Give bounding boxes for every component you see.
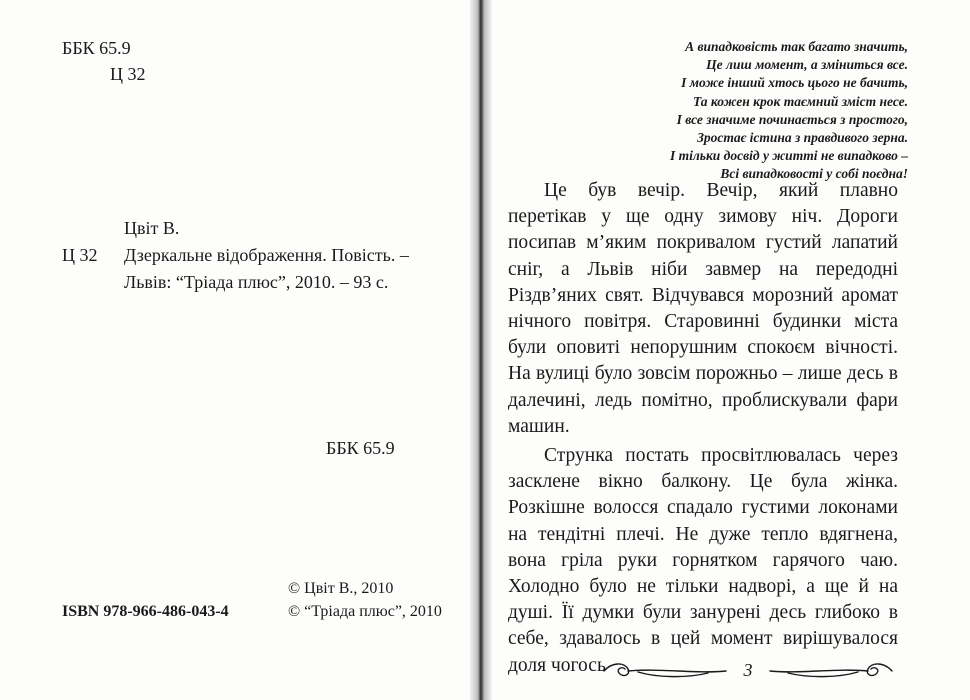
paragraph-2: Струнка постать просвітлювалась через засклене вікно балкону. Це була жінка. Розкішне волосся спадало густими локонами на тендітні плечі. Не дуже тепло вдягнена, вона гріла руки горнятком гарячого чаю. Холодно було не тільки надворі, а ще й на душі. Її думки були занурені десь глибоко в себе, здавалось в цей момент вирішувалося доля чогось bbox=[508, 445, 898, 676]
bbk-code-top: ББК 65.9 bbox=[62, 38, 131, 58]
copyright-author: © Цвіт В., 2010 bbox=[288, 580, 394, 597]
right-page bbox=[492, 0, 970, 700]
epigraph-line: Зростає істина з правдивого зерна. bbox=[697, 130, 908, 146]
story-text bbox=[508, 178, 898, 682]
page-footer bbox=[598, 656, 898, 686]
left-page bbox=[0, 0, 470, 700]
epigraph-line: Це лиш момент, а зміниться все. bbox=[706, 57, 908, 73]
epigraph-line: Та кожен крок таємний зміст несе. bbox=[693, 93, 908, 109]
epigraph-line: І все значиме починається з простого, bbox=[676, 111, 908, 127]
epigraph-poem bbox=[578, 38, 908, 184]
author-code-top: Ц 32 bbox=[110, 64, 146, 84]
isbn: ISBN 978-966-486-043-4 bbox=[62, 603, 229, 620]
epigraph-line: А випадковість так багато значить, bbox=[685, 39, 908, 54]
author-code-side: Ц 32 bbox=[62, 245, 98, 265]
copyright-publisher: © “Тріада плюс”, 2010 bbox=[288, 603, 442, 620]
author-name: Цвіт В. bbox=[124, 218, 180, 238]
epigraph-line: І може інший хтось цього не бачить, bbox=[681, 75, 908, 91]
page-number: 3 bbox=[743, 660, 753, 680]
biblio-publisher-line: Львів: “Тріада плюс”, 2010. – 93 с. bbox=[124, 272, 389, 292]
biblio-title-line: Дзеркальне відображення. Повість. – bbox=[124, 245, 409, 265]
epigraph-line: І тільки досвід у житті не випадково – bbox=[669, 148, 908, 164]
book-spine-gutter bbox=[470, 0, 492, 700]
bbk-code-bottom: ББК 65.9 bbox=[326, 438, 395, 458]
paragraph-1: Це був вечір. Вечір, який плавно перетікав у ще одну зимову ніч. Дороги посипав м’яким покривалом густий лапатий сніг, а Львів ніби завмер на передодні Різдв’яних свят. Відчувався морозний аромат нічного повітря. Старовинні будинки міста були оповиті непорушним спокоєм вічності. На вулиці було зовсім порожньо – лише десь в далечині, ледь помітно, проблискували фари машин. bbox=[508, 180, 898, 437]
epigraph-line: Всі випадковості у собі поєдна! bbox=[720, 166, 908, 182]
